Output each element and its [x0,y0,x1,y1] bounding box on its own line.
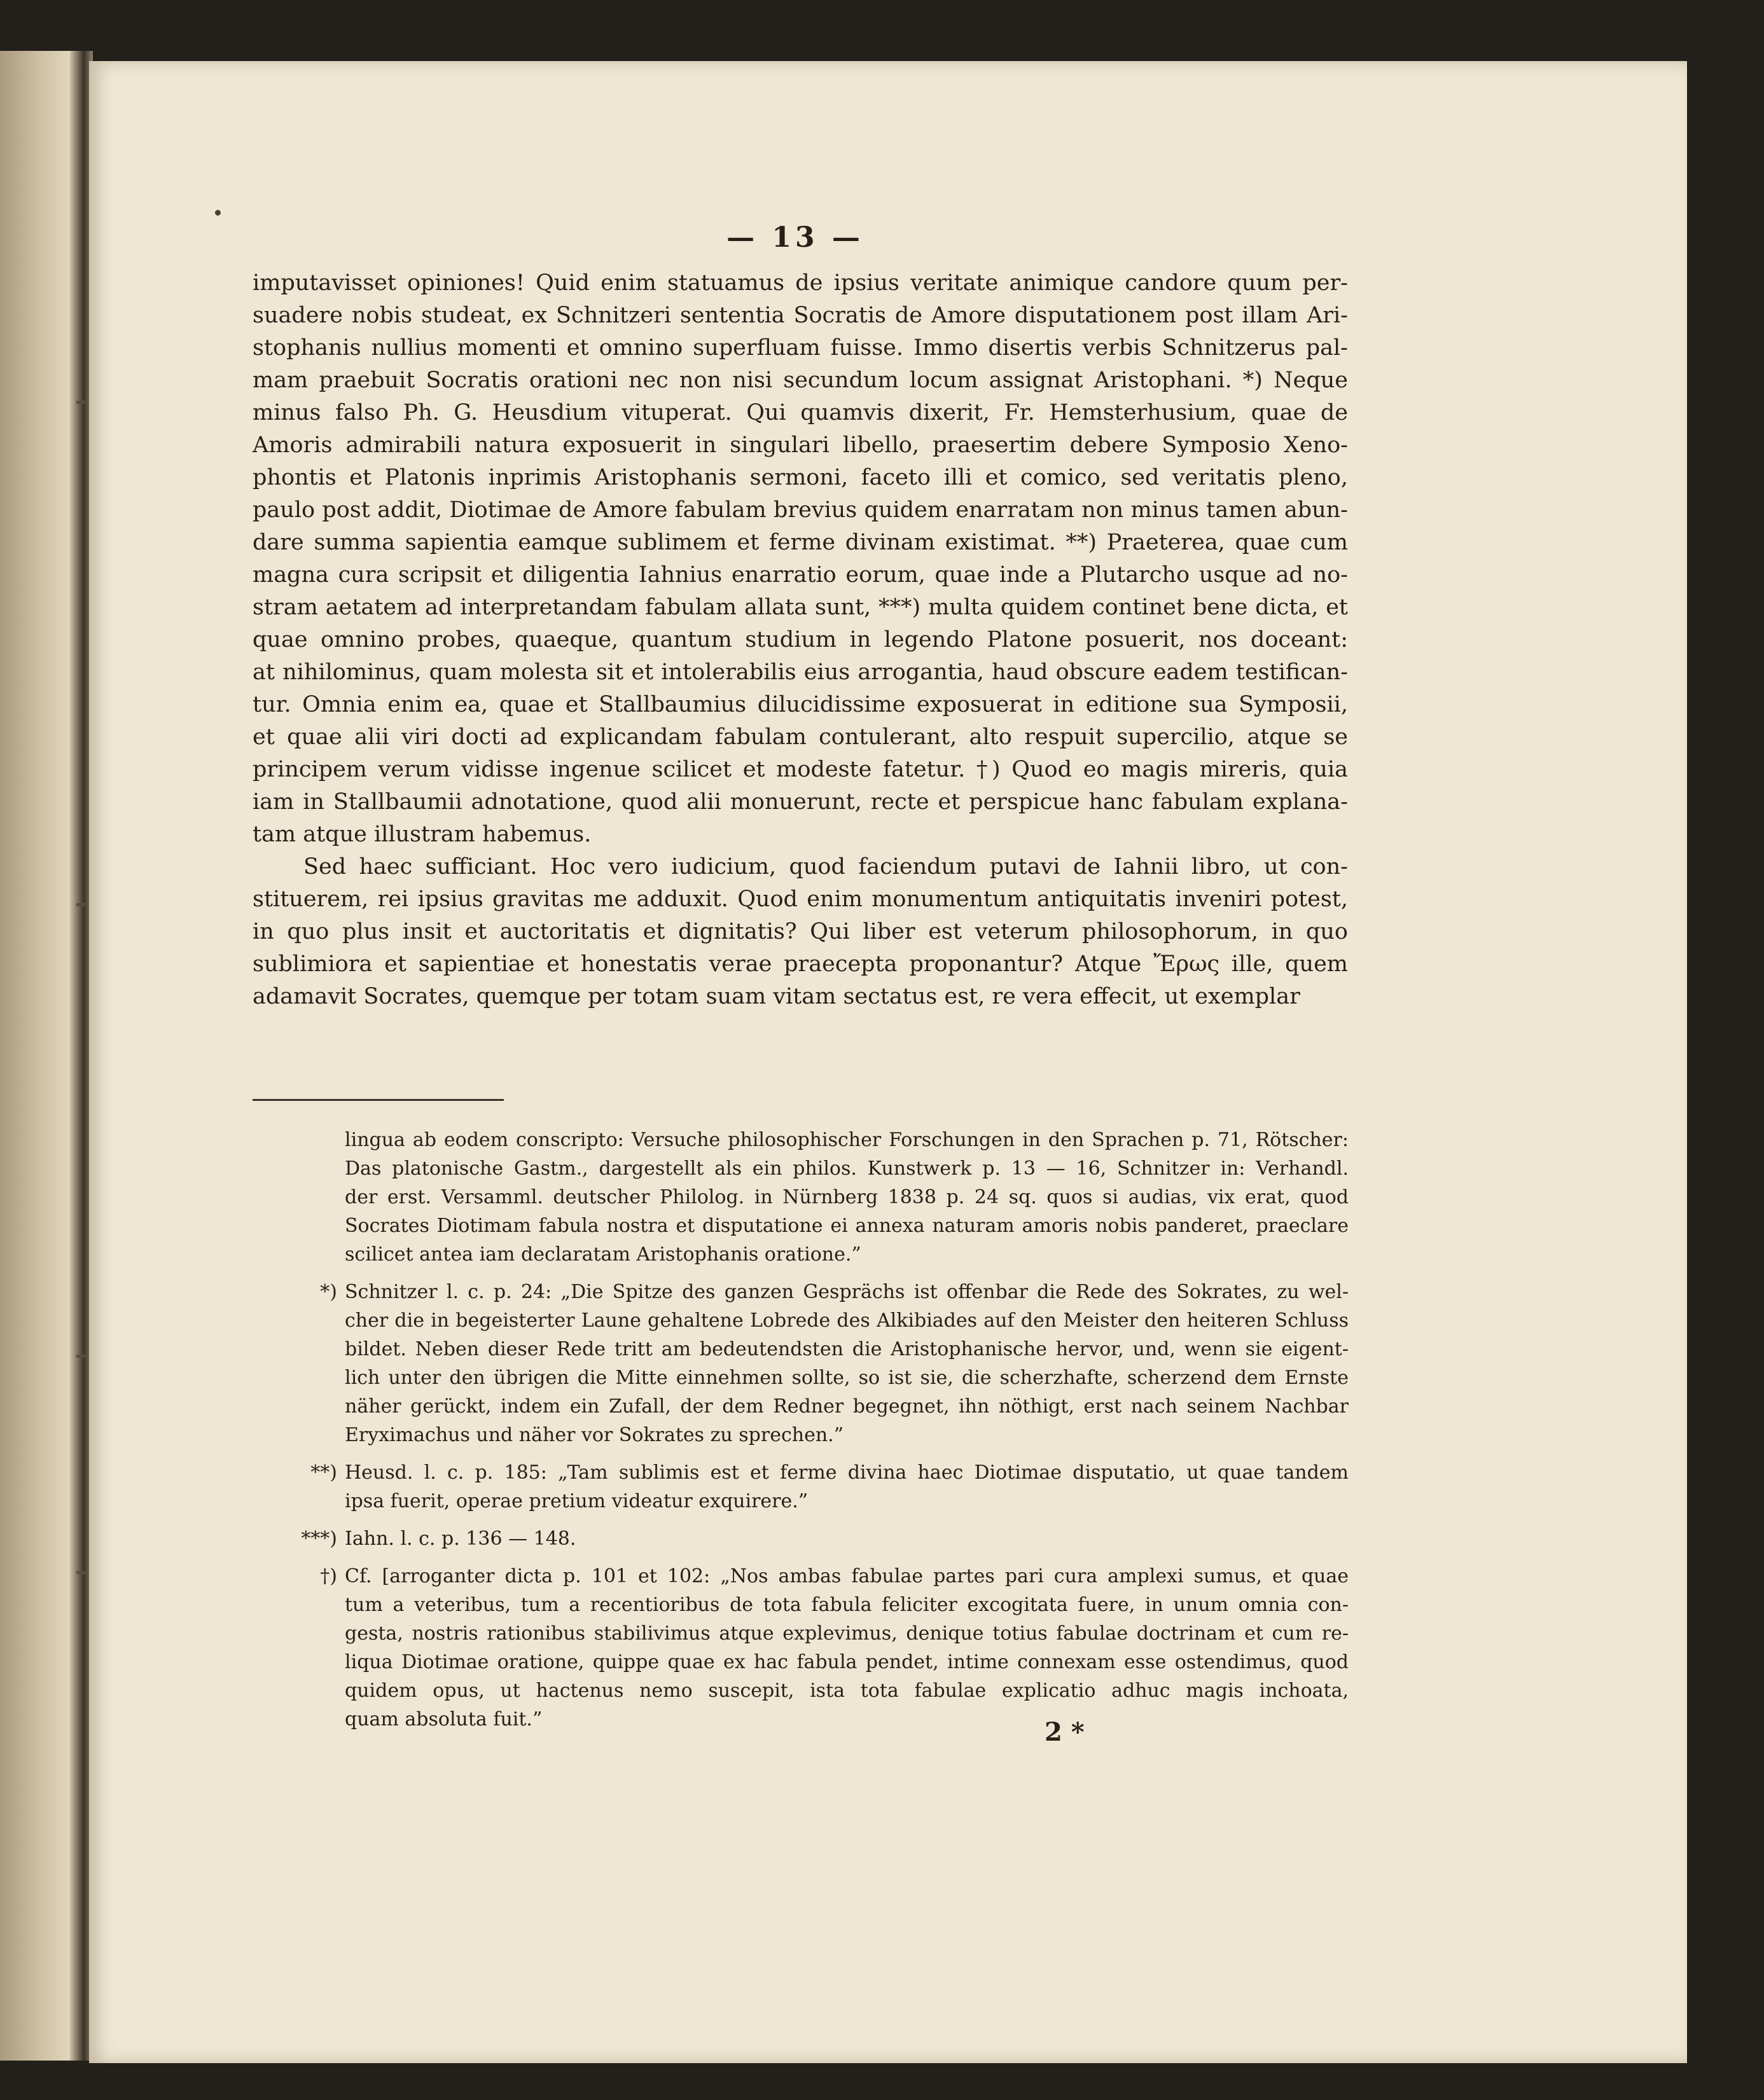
footnote [293,1562,1349,1734]
footnote-mark: ***) [301,1528,337,1550]
footnote-rule [253,1099,504,1101]
body-line: sublimiora et sapientiae et honestatis verae praecepta proponantur? Atque Ἔρως ille, quem [253,951,1348,977]
footnote-line: gesta, nostris rationibus stabilivimus atque explevimus, denique totius fabulae doctrinam et cum re- [345,1622,1349,1645]
body-line: principem verum vidisse ingenue scilicet et modeste fatetur. †) Quod eo magis mireris, quia [253,757,1348,782]
footnote-line: bildet. Neben dieser Rede tritt am bedeutendsten die Aristophanische hervor, und, wenn sie eigent- [345,1338,1349,1360]
footnote-mark: *) [320,1281,337,1303]
footnote-mark: **) [310,1461,337,1484]
body-line: paulo post addit, Diotimae de Amore fabulam brevius quidem enarratam non minus tamen abun- [253,497,1348,523]
footnote-line: der erst. Versamml. deutscher Philolog. in Nürnberg 1838 p. 24 sq. quos si audias, vix erat, quod [345,1186,1349,1208]
footnote-line: näher gerückt, indem ein Zufall, der dem Redner begegnet, ihn nöthigt, erst nach seinem Nachbar [345,1395,1349,1418]
footnote-line: Heusd. l. c. p. 185: „Tam sublimis est et ferme divina haec Diotimae disputatio, ut quae tandem [345,1461,1349,1484]
footnote-line: Schnitzer l. c. p. 24: „Die Spitze des ganzen Gesprächs ist offenbar die Rede des Sokrates, zu wel- [345,1281,1349,1303]
footnote-line: Socrates Diotimam fabula nostra et disputatione ei annexa naturam amoris nobis panderet, praeclare [345,1215,1349,1237]
body-line: imputavisset opiniones! Quid enim statuamus de ipsius veritate animique candore quum per- [253,270,1348,296]
footnote-line: tum a veteribus, tum a recentioribus de tota fabula feliciter excogitata fuere, in unum omnia con- [345,1594,1349,1616]
facing-page-edge [0,51,70,2061]
footnote-mark: †) [320,1565,337,1587]
page-number: — 13 — [726,221,864,254]
body-line: et quae alii viri docti ad explicandam fabulam contulerant, alto respuit supercilio, atque se [253,724,1348,750]
body-line: at nihilominus, quam molesta sit et intolerabilis eius arrogantia, haud obscure eadem testifican- [253,660,1348,685]
footnote-line: Eryximachus und näher vor Sokrates zu sprechen.” [345,1424,844,1446]
footnote [293,1278,1349,1449]
signature-mark: 2 * [1045,1717,1085,1747]
footnote-line: Das platonische Gastm., dargestellt als ein philos. Kunstwerk p. 13 — 16, Schnitzer in: Verhandl. [345,1157,1349,1180]
footnotes [293,1126,1349,1734]
body-line: magna cura scripsit et diligentia Iahnius enarratio eorum, quae inde a Plutarcho usque ad no- [253,562,1348,588]
footnote-line: Iahn. l. c. p. 136 — 148. [345,1528,576,1550]
body-line: adamavit Socrates, quemque per totam suam vitam sectatus est, re vera effecit, ut exemplar [253,984,1300,1009]
body-line: Amoris admirabili natura exposuerit in singulari libello, praesertim debere Symposio Xeno- [253,432,1348,458]
body-line: tur. Omnia enim ea, quae et Stallbaumius dilucidissime exposuerat in editione sua Symposii, [253,692,1348,717]
body-line: stophanis nullius momenti et omnino superfluam fuisse. Immo disertis verbis Schnitzerus pal- [253,335,1348,361]
footnote-line: liqua Diotimae oratione, quippe quae ex hac fabula pendet, intime connexam esse ostendimus, quod [345,1651,1349,1673]
footnote-line: ipsa fuerit, operae pretium videatur exquirere.” [345,1490,809,1512]
body-line: minus falso Ph. G. Heusdium vituperat. Qui quamvis dixerit, Fr. Hemsterhusium, quae de [253,400,1348,425]
body-line: iam in Stallbaumii adnotatione, quod alii monuerunt, recte et perspicue hanc fabulam explana- [253,789,1348,815]
footnote-line: quidem opus, ut hactenus nemo suscepit, ista tota fabulae explicatio adhuc magis inchoata, [345,1680,1349,1702]
body-line: phontis et Platonis inprimis Aristophanis sermoni, faceto illi et comico, sed veritatis pleno, [253,465,1348,490]
body-line: Sed haec sufficiant. Hoc vero iudicium, quod faciendum putavi de Iahnii libro, ut con- [303,854,1348,880]
body-line: in quo plus insit et auctoritatis et dignitatis? Qui liber est veterum philosophorum, in quo [253,919,1348,944]
body-line: stram aetatem ad interpretandam fabulam allata sunt, ***) multa quidem continet bene dicta, et [253,595,1348,620]
footnote-line: Cf. [arroganter dicta p. 101 et 102: „Nos ambas fabulae partes pari cura amplexi sumus, et quae [345,1565,1349,1587]
body-line: suadere nobis studeat, ex Schnitzeri sententia Socratis de Amore disputationem post illam Ari- [253,303,1348,328]
footnote [293,1524,1349,1553]
footnote-line: lingua ab eodem conscripto: Versuche philosophischer Forschungen in den Sprachen p. 71, Rötscher: [345,1129,1349,1151]
footnote [293,1458,1349,1516]
footnote [293,1126,1349,1269]
footnote-line: cher die in begeisterter Laune gehaltene Lobrede des Alkibiades auf den Meister den heiteren Schluss [345,1309,1349,1332]
body-line: tam atque illustram habemus. [253,822,592,847]
main-text [253,267,1348,1013]
footnote-line: lich unter den übrigen die Mitte einnehmen sollte, so ist sie, die scherzhafte, scherzend dem Ernste [345,1367,1349,1389]
footnote-line: scilicet antea iam declaratam Aristophanis oratione.” [345,1243,861,1266]
body-line: stituerem, rei ipsius gravitas me adduxit. Quod enim monumentum antiquitatis inveniri potest, [253,887,1348,912]
footnote-line: quam absoluta fuit.” [345,1708,543,1730]
body-line: quae omnino probes, quaeque, quantum studium in legendo Platone posuerit, nos doceant: [253,627,1348,653]
body-line: mam praebuit Socratis orationi nec non nisi secundum locum assignat Aristophani. *) Neque [253,368,1348,393]
body-line: dare summa sapientia eamque sublimem et ferme divinam existimat. **) Praeterea, quae cum [253,530,1348,555]
margin-dot [215,210,221,216]
